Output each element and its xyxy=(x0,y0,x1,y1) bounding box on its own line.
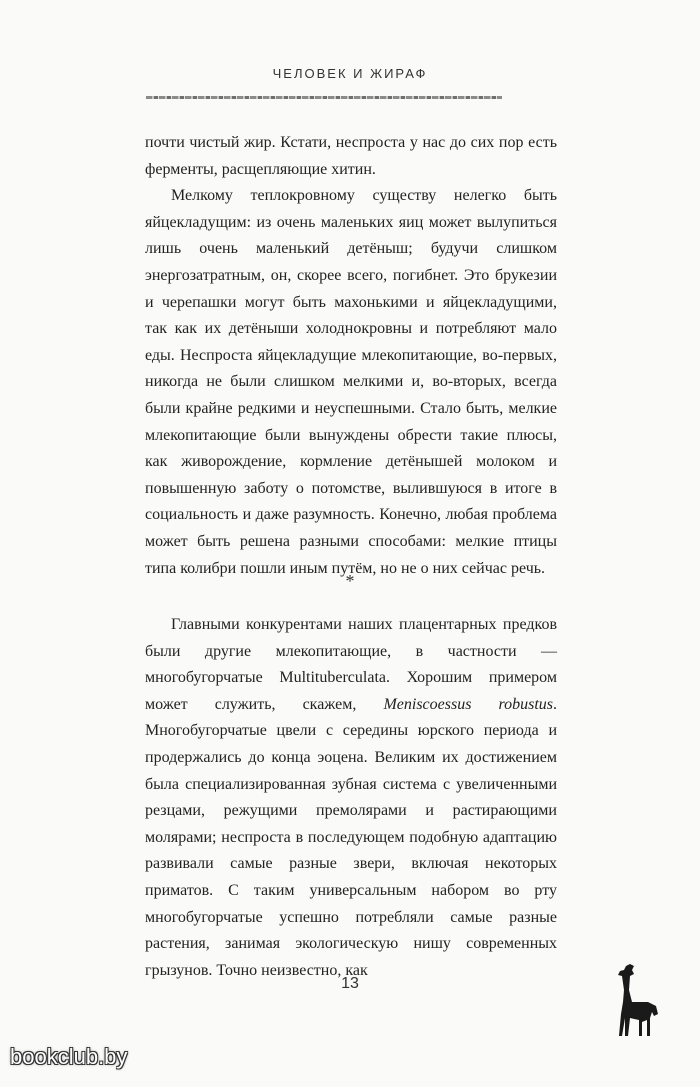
page-number: 13 xyxy=(341,975,359,992)
paragraph-mammals: Мелкому теплокровному существу нелегко быть яйцекладущим: из очень маленьких яиц может вылупиться лишь очень маленький детёныш; будучи слишком энергозатратным, он, скорее всего, погибнет. Это брукезии и черепашки могут быть махонькими и яйцекладущими, так как их детёныши холоднокровны и потребляют мало еды. Неспроста яйцекладущие млекопитающие, во-первых, никогда не были слишком мелкими и, во-вторых, всегда были крайне редкими и неуспешными. Стало быть, мелкие млекопитающие были вынуждены обрести такие плюсы, как живорождение, кормление детёнышей молоком и повышенную заботу о потомстве, вылившуюся в итоге в социальность и даже разумность. Конечно, любая проблема может быть решена разными способами: мелкие птицы типа колибри пошли иным путём, но не о них сейчас речь. xyxy=(145,187,557,577)
running-head: ЧЕЛОВЕК И ЖИРАФ xyxy=(272,66,428,81)
text-block-upper xyxy=(145,130,557,582)
text-segment: . Многобугорчатые цвели с середины юрского периода и продержались до конца эоцена. Великим их достижением была специализированная зубная система с увеличенными резцами, режущими премолярами и растирающими молярами; неспроста в последующем подобную адаптацию развивали самые разные звери, включая некоторых приматов. С таким универсальным набором во рту многобугорчатые успешно потребляли самые разные растения, занимая экологическую нишу современных грызунов. Точно неизвестно, как xyxy=(145,695,558,979)
watermark: bookclub.by xyxy=(10,1044,128,1069)
paragraph-multituberculata xyxy=(145,612,557,984)
text-block-lower xyxy=(145,612,557,984)
giraffe-icon xyxy=(596,962,666,1040)
header-rule xyxy=(146,96,502,99)
text-segment: Главными конкурентами наших плацентарных предков были другие млекопитающие, в частности — многобугорчатые Multituberculata. Хорошим примером может служить, скажем, xyxy=(145,616,557,713)
section-separator: * xyxy=(345,571,355,591)
species-name: Meniscoessus robustus xyxy=(383,695,554,713)
paragraph-continuation: почти чистый жир. Кстати, неспроста у нас до сих пор есть ферменты, расщепляющие хитин. xyxy=(145,134,557,178)
